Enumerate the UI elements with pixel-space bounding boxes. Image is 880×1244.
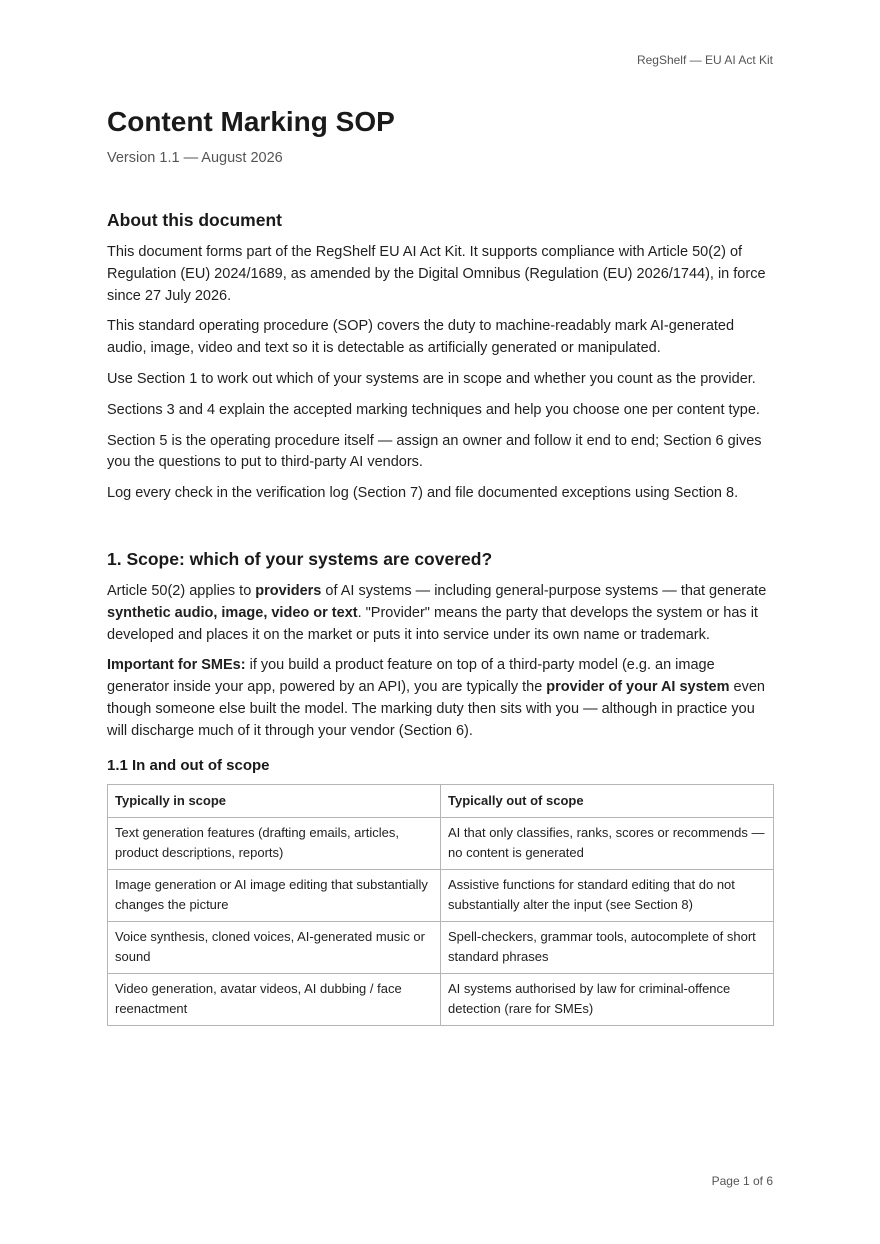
table-cell: Text generation features (drafting emails, articles, product descriptions, reports) bbox=[108, 817, 441, 869]
version-line: Version 1.1 — August 2026 bbox=[107, 150, 283, 166]
bold-text: provider of your AI system bbox=[546, 679, 730, 696]
table-header-row bbox=[108, 784, 774, 817]
about-paragraph: This document forms part of the RegShelf EU AI Act Kit. It supports compliance with Article 50(2) of Regulation (EU) 2024/1689, as amended by the Digital Omnibus (Regulation (EU) 2026/1744), in force since 27 July 2026. bbox=[107, 244, 766, 304]
text-run: even though someone else built the model. The marking duty then sits with you — although in practice you will discharge much of it through your vendor (Section 6). bbox=[107, 679, 765, 739]
scope-heading: 1. Scope: which of your systems are covered? bbox=[107, 548, 493, 569]
table-cell: AI that only classifies, ranks, scores or recommends — no content is generated bbox=[441, 817, 774, 869]
about-paragraph: Sections 3 and 4 explain the accepted marking techniques and help you choose one per content type. bbox=[107, 401, 760, 418]
text-run: if you build a product feature on top of a third-party model (e.g. an image generator inside your app, powered by an API), you are typically the bbox=[107, 657, 715, 696]
about-paragraph: Log every check in the verification log (Section 7) and file documented exceptions using Section 8. bbox=[107, 485, 739, 502]
document-body bbox=[107, 210, 773, 1026]
text-run: of AI systems — including general-purpose systems — that generate bbox=[321, 582, 767, 599]
column-header-out-of-scope: Typically out of scope bbox=[441, 784, 774, 817]
sme-note-paragraph bbox=[107, 655, 773, 742]
about-section bbox=[107, 210, 773, 505]
scope-section bbox=[107, 549, 773, 1026]
bold-text: providers bbox=[255, 582, 322, 599]
running-header: RegShelf — EU AI Act Kit bbox=[636, 53, 773, 67]
table-row bbox=[108, 817, 774, 869]
scope-paragraph bbox=[107, 581, 773, 646]
scope-table bbox=[107, 784, 774, 1026]
column-header-in-scope: Typically in scope bbox=[108, 784, 441, 817]
about-paragraph: Use Section 1 to work out which of your systems are in scope and whether you count as the provider. bbox=[107, 370, 756, 387]
table-cell: Spell-checkers, grammar tools, autocomplete of short standard phrases bbox=[441, 921, 774, 973]
table-row bbox=[108, 869, 774, 921]
document-title: Content Marking SOP bbox=[107, 106, 395, 137]
text-run: . "Provider" means the party that develops the system or has it developed and places it on the market or puts it into service under its own name or trademark. bbox=[107, 604, 758, 643]
table-cell: Video generation, avatar videos, AI dubbing / face reenactment bbox=[108, 973, 441, 1025]
table-cell: Assistive functions for standard editing that do not substantially alter the input (see Section 8) bbox=[441, 869, 774, 921]
bold-text: synthetic audio, image, video or text bbox=[107, 604, 358, 621]
text-run: Article 50(2) applies to bbox=[107, 582, 256, 599]
about-paragraph: Section 5 is the operating procedure itself — assign an owner and follow it end to end; Section 6 gives you the questions to put to third-party AI vendors. bbox=[107, 432, 762, 471]
table-row bbox=[108, 973, 774, 1025]
table-row bbox=[108, 921, 774, 973]
page-number: Page 1 of 6 bbox=[711, 1174, 773, 1188]
about-paragraph: This standard operating procedure (SOP) covers the duty to machine-readably mark AI-generated audio, image, video and text so it is detectable as artificially generated or manipulated. bbox=[107, 318, 735, 357]
table-cell: Image generation or AI image editing that substantially changes the picture bbox=[108, 869, 441, 921]
table-cell: AI systems authorised by law for criminal-offence detection (rare for SMEs) bbox=[441, 973, 774, 1025]
scope-subheading: 1.1 In and out of scope bbox=[107, 756, 270, 774]
bold-text: Important for SMEs: bbox=[107, 657, 246, 674]
about-heading: About this document bbox=[107, 210, 282, 230]
table-cell: Voice synthesis, cloned voices, AI-generated music or sound bbox=[108, 921, 441, 973]
